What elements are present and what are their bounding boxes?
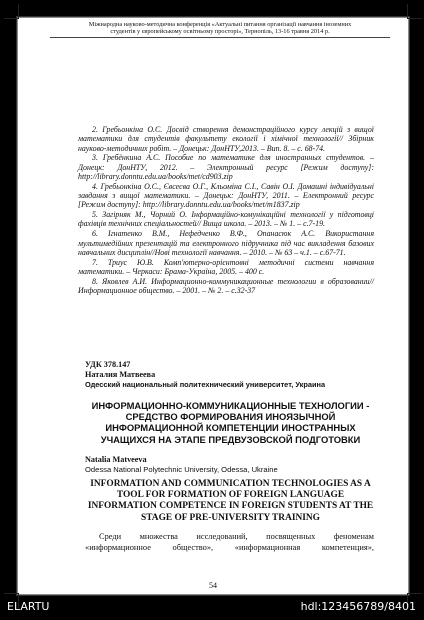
udk-code: УДК 378.147 — [85, 360, 131, 369]
reference-item: 4. Гребьонкіна О.С., Євсеєва О.Г., Кльоміна С.І., Савін О.І. Домашні індивідуальні завдання з вищої математики. – Донецьк: ДонНТУ, 2011. – Електронний ресурс [Режим доступу]: http://library.donntu.edu.ua/books/met/m1837.zip — [78, 181, 374, 210]
header-line-1: Міжнародна науково-методична конференція «Актуальні питання організації навчання іноземних — [88, 21, 352, 28]
affiliation-en: Odessa National Polytechnic University, Odessa, Ukraine — [85, 465, 278, 474]
body-line: Среди множества исследований, посвященных феноменам — [99, 532, 374, 541]
author-name-ru: Наталия Матвеева — [85, 370, 156, 379]
reference-list — [78, 125, 374, 296]
reference-item: 3. Гребёнкина А.С. Пособие по математике для иностранных студентов. – Донецк: ДонНТУ, 2012. – Электронный ресурс [Режим доступу]: http://library.donntu.edu.ua/books/met/cd903.zip — [78, 153, 374, 181]
running-header — [50, 21, 390, 38]
page-number: 54 — [209, 581, 217, 590]
crop-mark — [407, 4, 422, 19]
handle-link[interactable]: hdl:123456789/8401 — [300, 600, 416, 613]
reference-item: 2. Гребьонкіна О.С. Досвід створення демонстраційного курсу лекцій з вищої математики для студентів факультету екології і хімічної технології// Збірник науково-методичних робіт. – Донецьк: ДонНТУ,2013. – Вип. 8. – с. 68-74. — [78, 125, 374, 153]
document-page — [17, 17, 409, 595]
header-line-2: студентів у європейському освітньому просторі», Тернопіль, 13-16 травня 2014 р. — [110, 28, 330, 36]
author-name-en: Natalia Matveeva — [85, 455, 147, 464]
article-title-ru: ИНФОРМАЦИОННО-КОММУНИКАЦИОННЫЕ ТЕХНОЛОГИИ - СРЕДСТВО ФОРМИРОВАНИЯ ИНОЯЗЫЧНОЙ ИНФОРМАЦИОННОЙ КОМПЕТЕНЦИИ ИНОСТРАННЫХ УЧАЩИХСЯ НА ЭТАПЕ ПРЕДВУЗОВСКОЙ ПОДГОТОВКИ — [91, 400, 370, 445]
reference-item: 5. Загірняк М., Чорний О. Інформаційно-комунікаційні технології у підготовці фахівців технічних спеціальностей// Вища школа. – 2013. – № 1. – с.7-19. — [78, 210, 374, 229]
reference-item: 8. Яковлев А.И. Информационно-коммуникационные технологии в образовании// Информационное общество. – 2001. – № 2. – с.32-37 — [78, 276, 374, 296]
affiliation-ru: Одесский национальный политехнический университет, Украина — [85, 380, 326, 389]
crop-mark — [4, 4, 19, 19]
reference-item: 6. Ігнатенко В.М., Нефедченко В.Ф., Опанасюк А.С. Використання мультимедійних презентацій та електронного підручника під час викладення базових навчальних дисциплін//Нові технології навчання. – 2010. – № 63 – ч.1. – с.67-71. — [78, 229, 374, 257]
article-body — [85, 531, 374, 553]
repository-label: ELARTU — [7, 600, 50, 613]
article-title-en: INFORMATION AND COMMUNICATION TECHNOLOGIES AS A TOOL FOR FORMATION OF FOREIGN LANGUAGE INFORMATION COMPETENCE IN FOREIGN STUDENTS AT THE STAGE OF PRE-UNIVERSITY TRAINING — [87, 479, 374, 523]
body-line: «информационное общество», «информационная компетенция», — [85, 543, 374, 552]
reference-item: 7. Триус Ю.В. Комп'ютерно-орієнтовні методичні системи навчання математики. – Черкаси: Брама-Україна, 2005. – 400 с. — [78, 257, 374, 276]
